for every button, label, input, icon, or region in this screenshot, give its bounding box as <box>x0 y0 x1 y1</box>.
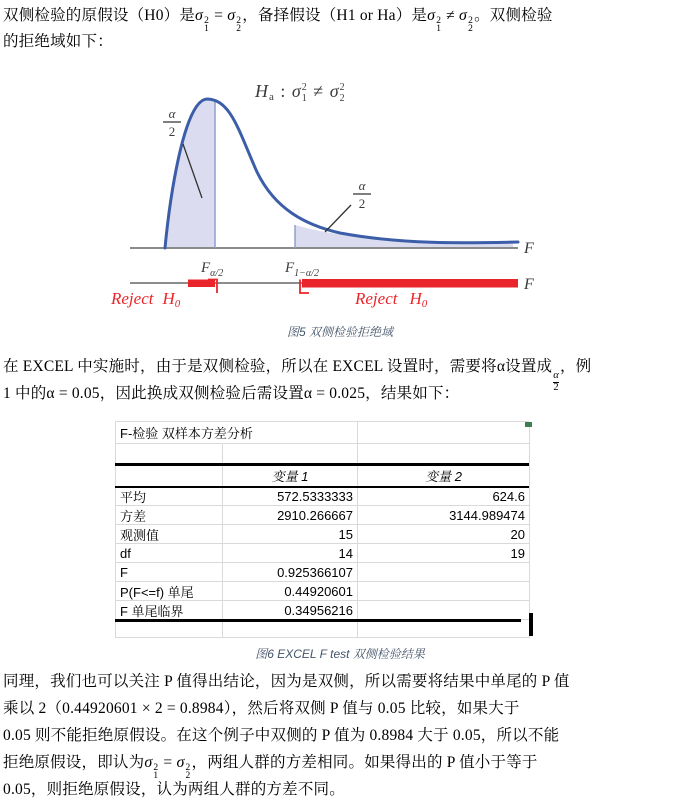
table-bottom-border <box>115 619 521 622</box>
excel-ftest-table <box>115 421 529 638</box>
alt-hypothesis-title: Ha : $\sigma^2$ $1 \ne \sigma^2$ 2 <box>255 81 346 104</box>
paragraph-pvalue-line1: 同理，我们也可以关注 P 值得出结论，因为是双侧，所以需要将结果中单尾的 P 值 <box>3 673 570 690</box>
text-run: ，例 <box>559 358 592 375</box>
paragraph-pvalue-line4 <box>3 749 678 781</box>
paragraph-pvalue-conclusion <box>3 668 678 803</box>
sigma-1-sq: 2 1 <box>204 16 210 34</box>
row-value: 624.6 <box>358 487 530 506</box>
paragraph-excel-line2: 1 中的α = 0.05，因此换成双侧检验后需设置α = 0.025，结果如下： <box>3 385 460 402</box>
figure5-caption: 图5 双侧检验拒绝域 <box>286 325 393 339</box>
row-value <box>358 563 530 582</box>
text-run: 。双侧检验 <box>474 7 553 24</box>
header-bottom-border <box>115 486 529 489</box>
row-value: 0.925366107 <box>223 563 358 582</box>
sigma-symbol: σ <box>427 7 436 24</box>
reject-h0-right: Reject H0 <box>355 289 428 310</box>
text-run: 双侧检验的原假设（H0）是 <box>3 7 196 24</box>
alpha-half-right-num: α <box>358 178 366 193</box>
alpha-half-fraction: $\frac{\alpha}{2}$ <box>553 370 559 393</box>
text-run: ，两组人群的方差相同。如果得出的 P 值小于等于 <box>191 754 538 771</box>
empty-cell <box>116 620 223 638</box>
table-title-cell: F-检验 双样本方差分析 <box>116 422 223 444</box>
paragraph-hypothesis <box>3 3 678 55</box>
row-value <box>358 582 530 601</box>
sigma-2-sq: 2 2 <box>468 16 474 34</box>
tick-f-1-alpha2: $F_{1-\alpha/2}$ <box>285 260 319 279</box>
empty-cell <box>358 620 530 638</box>
text-cursor <box>529 613 533 636</box>
row-label: F <box>116 563 223 582</box>
sigma-symbol: σ <box>144 754 153 771</box>
alpha-half-right-den: 2 <box>358 196 366 211</box>
left-rejection-bar <box>188 280 215 288</box>
sigma-symbol: σ <box>459 7 468 24</box>
right-leader-line <box>325 205 351 232</box>
row-value: 572.5333333 <box>223 487 358 506</box>
paragraph-pvalue-line5: 0.05，则拒绝原假设，认为两组人群的方差不同。 <box>3 781 345 798</box>
text-run: 拒绝原假设，即认为 <box>3 754 145 771</box>
text-run: ，备择假设（H1 or Ha）是 <box>242 7 428 24</box>
empty-cell <box>358 444 530 464</box>
paragraph-hypothesis-line2: 的拒绝域如下： <box>3 33 113 50</box>
sigma-symbol: σ <box>195 7 204 24</box>
f-distribution-curve <box>165 99 518 248</box>
axis-f-label: F <box>524 240 534 257</box>
row-label: P(F<=f) 单尾 <box>116 582 223 601</box>
header-top-border <box>115 463 529 466</box>
right-rejection-bar <box>302 279 518 288</box>
equals: = <box>210 7 228 24</box>
header-var1-cell: 变量 1 <box>223 464 358 487</box>
alpha-half-left-num: α <box>168 106 176 121</box>
row-value: 14 <box>223 544 358 563</box>
header-var2-cell: 变量 2 <box>358 464 530 487</box>
empty-cell <box>223 422 358 444</box>
row-label: df <box>116 544 223 563</box>
empty-cell <box>223 620 358 638</box>
row-value: 15 <box>223 525 358 544</box>
paragraph-pvalue-line3: 0.05 则不能拒绝原假设。在这个例子中双侧的 P 值为 0.8984 大于 0.05，所以不能 <box>3 727 560 744</box>
row-value <box>358 601 530 620</box>
paragraph-pvalue-line2: 乘以 2（0.44920601 × 2 = 0.8984），然后将双侧 P 值与 0.05 比较，如果大于 <box>3 700 520 717</box>
row-value: 3144.989474 <box>358 506 530 525</box>
paragraph-excel-setup <box>3 353 678 407</box>
row-label: F 单尾临界 <box>116 601 223 620</box>
alpha-half-left-den: 2 <box>168 124 176 139</box>
figure-f-distribution <box>105 74 555 320</box>
sigma-1-sq: 2 1 <box>153 763 159 781</box>
row-label: 方差 <box>116 506 223 525</box>
text-run: 在 EXCEL 中实施时，由于是双侧检验，所以在 EXCEL 设置时，需要将α设置成 <box>3 358 553 375</box>
number-line-f-label: F <box>524 276 534 293</box>
empty-cell <box>116 444 223 464</box>
excel-green-marker <box>525 422 532 427</box>
excel-grid <box>115 421 529 638</box>
sigma-2-sq: 2 2 <box>185 763 191 781</box>
empty-cell <box>358 422 530 444</box>
sigma-symbol: σ <box>227 7 236 24</box>
row-label: 观测值 <box>116 525 223 544</box>
not-equals: ≠ <box>442 7 460 24</box>
paragraph-excel-line1 <box>3 353 678 393</box>
equals: = <box>159 754 177 771</box>
tick-f-alpha2: $F_{\alpha/2}$ <box>201 260 224 279</box>
paragraph-hypothesis-line1 <box>3 3 678 34</box>
figure6-caption: 图6 EXCEL F test 双侧检验结果 <box>255 647 425 661</box>
row-label: 平均 <box>116 487 223 506</box>
row-value: 0.34956216 <box>223 601 358 620</box>
f-distribution-svg <box>105 74 555 320</box>
reject-h0-left: Reject H0 <box>111 289 181 310</box>
row-value: 19 <box>358 544 530 563</box>
row-value: 2910.266667 <box>223 506 358 525</box>
sigma-1-sq: 2 1 <box>436 16 442 34</box>
row-value: 20 <box>358 525 530 544</box>
header-blank-cell <box>116 464 223 487</box>
sigma-symbol: σ <box>176 754 185 771</box>
row-value: 0.44920601 <box>223 582 358 601</box>
sigma-2-sq: 2 2 <box>236 16 242 34</box>
empty-cell <box>223 444 358 464</box>
